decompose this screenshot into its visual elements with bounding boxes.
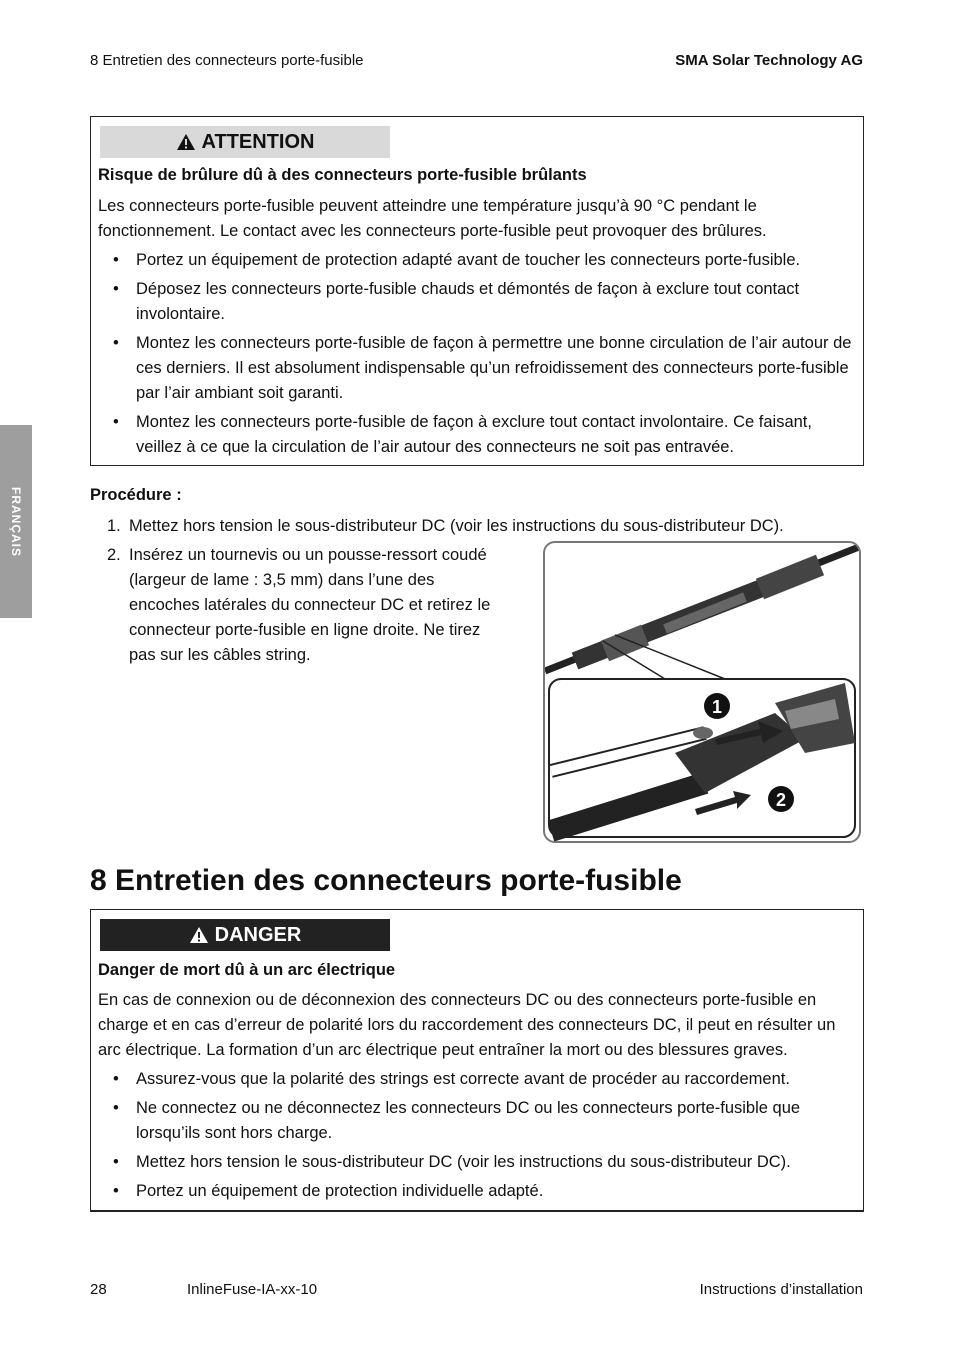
attention-label: ATTENTION — [201, 130, 315, 153]
danger-title: Danger de mort dû à un arc électrique — [98, 961, 396, 979]
step-number: 1. — [107, 517, 121, 535]
step-text: Mettez hors tension le sous-distributeur DC (voir les instructions du sous-distributeur DC). — [129, 517, 784, 535]
list-item: • Ne connectez ou ne déconnectez les connecteurs DC ou les connecteurs porte-fusible que lorsqu’ils sont hors charge. — [98, 1096, 860, 1146]
figure-marker-2: 2 — [775, 790, 787, 810]
section-heading: 8 Entretien des connecteurs porte-fusible — [90, 864, 682, 897]
footer-page-number: 28 — [90, 1281, 107, 1298]
danger-notice-box — [90, 909, 864, 1212]
list-item: • Montez les connecteurs porte-fusible de façon à exclure tout contact involontaire. Ce faisant, veillez à ce que la circulation de l’air autour des connecteurs ne soit pas entravée. — [98, 410, 860, 460]
list-item: • Déposez les connecteurs porte-fusible chauds et démontés de façon à exclure tout contact involontaire. — [98, 277, 860, 327]
danger-text: En cas de connexion ou de déconnexion des connecteurs DC ou des connecteurs porte-fusible en charge et en cas d’erreur de polarité lors du raccordement des connecteurs DC, il peut en résulter un arc électrique. La formation d’un arc électrique peut entraîner la mort ou des blessures graves. — [98, 991, 836, 1059]
attention-bullet-list — [98, 248, 860, 464]
procedure-title: Procédure : — [90, 486, 182, 504]
running-header-company: SMA Solar Technology AG — [675, 52, 863, 69]
attention-text: Les connecteurs porte-fusible peuvent atteindre une température jusqu’à 90 °C pendant le fonctionnement. Le contact avec les connecteurs porte-fusible peut provoquer des brûlures. — [98, 197, 767, 240]
connector-illustration-svg — [545, 543, 859, 841]
danger-label: DANGER — [214, 923, 302, 946]
procedure-step-2 — [107, 543, 504, 668]
list-item: • Portez un équipement de protection adapté avant de toucher les connecteurs porte-fusible. — [98, 248, 860, 273]
warning-triangle-icon — [176, 133, 196, 151]
language-side-tab — [0, 425, 32, 618]
attention-label-bar — [100, 126, 390, 158]
attention-notice-box — [90, 116, 864, 466]
language-side-tab-label: FRANÇAIS — [9, 486, 23, 557]
running-header-section: 8 Entretien des connecteurs porte-fusible — [90, 52, 364, 69]
danger-label-bar — [100, 919, 390, 951]
danger-bullet-list — [98, 1067, 860, 1208]
list-item: • Assurez-vous que la polarité des strings est correcte avant de procéder au raccordement. — [98, 1067, 860, 1092]
footer-doc-id: InlineFuse-IA-xx-10 — [187, 1281, 318, 1298]
figure-marker-1: 1 — [711, 697, 723, 717]
list-item: • Montez les connecteurs porte-fusible de façon à permettre une bonne circulation de l’air autour de ces derniers. Il est absolument indispensable qu’un refroidissement des connecteurs porte-fusible par l’air ambiant soit garanti. — [98, 331, 860, 406]
step-text: Insérez un tournevis ou un pousse-ressort coudé (largeur de lame : 3,5 mm) dans l’une des encoches latérales du connecteur DC et retirez le connecteur porte-fusible en ligne droite. Ne tirez pas sur les câbles string. — [129, 546, 491, 664]
procedure-step-1 — [107, 514, 829, 539]
step-number: 2. — [107, 546, 121, 564]
warning-triangle-icon — [189, 926, 209, 944]
list-item: • Mettez hors tension le sous-distributeur DC (voir les instructions du sous-distributeur DC). — [98, 1150, 860, 1175]
footer-doc-type: Instructions d’installation — [699, 1281, 863, 1298]
connector-removal-illustration — [543, 541, 861, 843]
list-item: • Portez un équipement de protection individuelle adapté. — [98, 1179, 860, 1204]
attention-title: Risque de brûlure dû à des connecteurs porte-fusible brûlants — [98, 166, 587, 184]
